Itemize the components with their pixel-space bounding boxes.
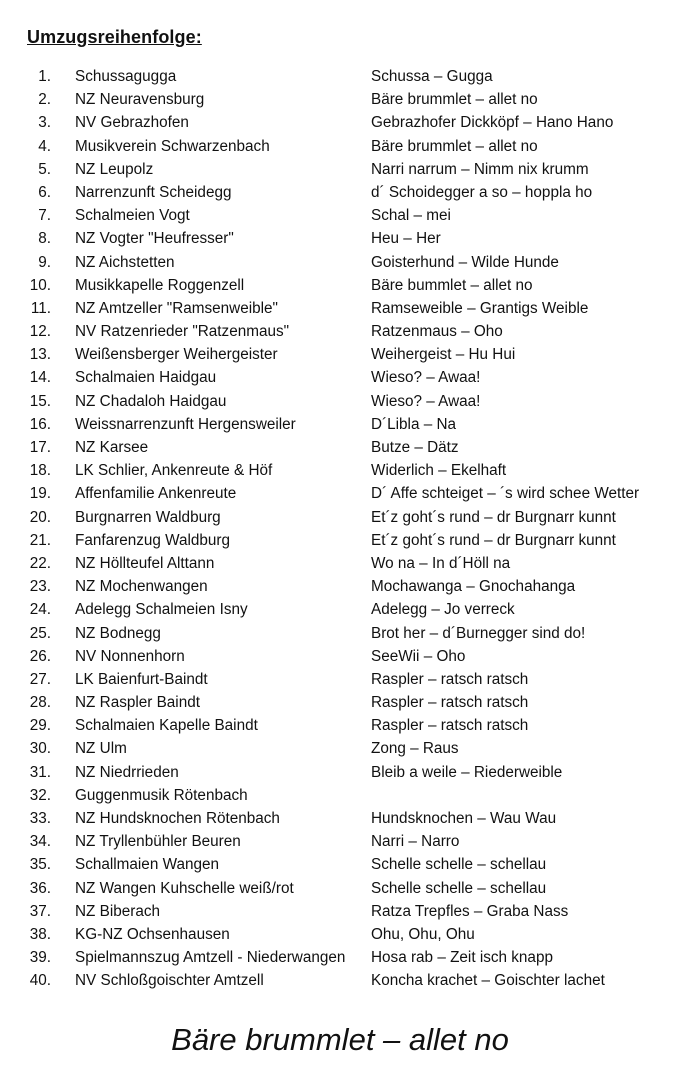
row-number: 10. [29,276,51,294]
row-number: 2. [38,91,51,109]
group-motto: Mochawanga – Gnochahanga [371,578,576,596]
list-item [0,413,680,436]
footer-motto: Bäre brummlet – allet no [171,1022,509,1057]
row-number: 29. [29,717,51,735]
group-motto: Schelle schelle – schellau [371,856,547,874]
row-number: 26. [29,647,51,665]
group-motto: Bleib a weile – Riederweible [371,763,563,781]
group-name: Weißensberger Weihergeister [75,346,278,364]
list-item [0,622,680,645]
list-item [0,552,680,575]
group-name: NZ Niedrrieden [75,763,179,781]
list-item [0,691,680,714]
row-number: 30. [29,740,51,758]
row-number: 35. [29,856,51,874]
list-item [0,297,680,320]
group-name: Spielmannszug Amtzell - Niederwangen [75,949,346,967]
group-motto: Raspler – ratsch ratsch [371,694,529,712]
group-motto: Schal – mei [371,207,451,225]
group-name: Schalmeien Vogt [75,207,190,225]
list-item [0,251,680,274]
group-motto: Schussa – Gugga [371,68,493,85]
group-name: NZ Biberach [75,902,161,920]
group-motto: Koncha krachet – Goischter lachet [371,972,605,990]
group-name: NZ Mochenwangen [75,578,208,596]
list-item [0,598,680,621]
row-number: 18. [29,462,51,480]
group-name: NV Gebrazhofen [75,114,189,132]
group-motto: d´ Schoidegger a so – hoppla ho [371,183,593,201]
row-number: 33. [29,810,51,827]
row-number: 31. [29,763,51,781]
group-name: Narrenzunft Scheidegg [75,183,232,201]
row-number: 15. [29,392,51,410]
group-motto: Butze – Dätz [371,439,459,456]
list-item [0,714,680,737]
list-item [0,668,680,691]
group-name: NZ Raspler Baindt [75,694,200,712]
list-item [0,737,680,760]
list-item [0,482,680,505]
row-number: 9. [38,253,51,271]
group-name: KG-NZ Ochsenhausen [75,925,230,943]
group-motto: D´Libla – Na [371,415,457,433]
group-motto: SeeWii – Oho [371,647,466,665]
list-item [0,135,680,158]
row-number: 39. [29,949,51,967]
row-number: 17. [29,439,51,456]
row-number: 6. [38,183,51,201]
row-number: 14. [29,369,51,387]
list-item [0,227,680,250]
group-motto: Et´z goht´s rund – dr Burgnarr kunnt [371,531,616,549]
group-motto: Schelle schelle – schellau [371,879,547,897]
group-motto: D´ Affe schteiget – ´s wird schee Wetter [371,485,640,503]
row-number: 5. [38,160,51,178]
list-item [0,830,680,853]
list-item [0,529,680,552]
list-item [0,761,680,784]
group-motto: Weihergeist – Hu Hui [371,346,516,364]
row-number: 7. [38,207,51,225]
row-number: 8. [38,230,51,248]
row-number: 21. [29,531,51,549]
group-name: Weissnarrenzunft Hergensweiler [75,415,296,433]
group-name: NZ Vogter "Heufresser" [75,230,234,248]
list-item [0,343,680,366]
group-motto: Ohu, Ohu, Ohu [371,925,475,943]
group-name: Burgnarren Waldburg [75,508,221,526]
list-item [0,900,680,923]
row-number: 20. [29,508,51,526]
row-number: 16. [29,415,51,433]
group-motto: Et´z goht´s rund – dr Burgnarr kunnt [371,508,616,526]
group-motto: Wieso? – Awaa! [371,369,481,387]
group-name: Schalmaien Haidgau [75,369,217,387]
row-number: 12. [29,323,51,341]
row-number: 28. [29,694,51,712]
parade-order-list [0,65,680,993]
row-number: 22. [29,554,51,572]
group-name: NZ Ulm [75,740,127,758]
group-name: NZ Neuravensburg [75,91,205,109]
row-number: 11. [30,299,51,317]
group-name: Fanfarenzug Waldburg [75,531,231,549]
row-number: 3. [38,114,51,132]
list-item [0,969,680,992]
group-name: Schalmaien Kapelle Baindt [75,717,258,735]
list-item [0,436,680,459]
group-name: NZ Karsee [75,439,149,456]
group-name: LK Schlier, Ankenreute & Höf [75,462,273,480]
group-motto: Ratzenmaus – Oho [371,323,503,341]
group-motto: Bäre bummlet – allet no [371,276,533,294]
group-name: NV Ratzenrieder "Ratzenmaus" [75,323,290,341]
list-item [0,923,680,946]
list-item [0,645,680,668]
group-name: NZ Hundsknochen Rötenbach [75,810,280,827]
list-item [0,459,680,482]
row-number: 37. [29,902,51,920]
row-number: 25. [29,624,51,642]
row-number: 27. [29,670,51,688]
list-item [0,111,680,134]
group-motto: Zong – Raus [371,740,459,758]
group-name: Affenfamilie Ankenreute [75,485,237,503]
group-motto: Adelegg – Jo verreck [371,601,515,619]
list-item [0,946,680,969]
row-number: 23. [29,578,51,596]
list-item [0,877,680,900]
row-number: 4. [38,137,51,155]
group-name: NV Nonnenhorn [75,647,185,665]
group-motto: Bäre brummlet – allet no [371,137,538,155]
group-motto: Narri – Narro [371,833,460,851]
list-item [0,65,680,88]
row-number: 34. [29,833,51,851]
row-number: 13. [29,346,51,364]
list-item [0,366,680,389]
row-number: 24. [29,601,51,619]
group-motto: Wieso? – Awaa! [371,392,481,410]
group-motto: Goisterhund – Wilde Hunde [371,253,559,271]
list-item [0,274,680,297]
group-motto: Ratza Trepfles – Graba Nass [371,902,569,920]
group-name: NZ Leupolz [75,160,154,178]
group-motto: Wo na – In d´Höll na [371,554,511,572]
group-motto: Hosa rab – Zeit isch knapp [371,949,553,967]
group-motto: Widerlich – Ekelhaft [371,462,507,480]
row-number: 1. [38,68,51,85]
list-item [0,204,680,227]
list-item [0,506,680,529]
list-item [0,320,680,343]
group-name: Musikverein Schwarzenbach [75,137,270,155]
group-name: Musikkapelle Roggenzell [75,276,245,294]
row-number: 19. [29,485,51,503]
group-name: LK Baienfurt-Baindt [75,670,208,688]
page-title: Umzugsreihenfolge: [27,27,202,47]
row-number: 38. [29,925,51,943]
group-motto: Gebrazhofer Dickköpf – Hano Hano [371,114,614,132]
list-item [0,88,680,111]
group-name: Adelegg Schalmeien Isny [75,601,248,619]
group-name: NZ Bodnegg [75,624,161,642]
row-number: 36. [29,879,51,897]
group-name: Guggenmusik Rötenbach [75,786,248,804]
group-motto: Heu – Her [371,230,441,248]
row-number: 40. [29,972,51,990]
list-item [0,807,680,830]
group-name: NZ Aichstetten [75,253,175,271]
group-name: NV Schloßgoischter Amtzell [75,972,264,990]
group-name: NZ Höllteufel Alttann [75,554,215,572]
group-name: Schallmaien Wangen [75,856,219,874]
group-name: NZ Tryllenbühler Beuren [75,833,241,851]
group-motto: Hundsknochen – Wau Wau [371,810,557,827]
list-item [0,181,680,204]
group-motto: Ramseweible – Grantigs Weible [371,299,589,317]
group-motto: Bäre brummlet – allet no [371,91,538,109]
group-motto: Brot her – d´Burnegger sind do! [371,624,586,642]
row-number: 32. [29,786,51,804]
group-name: Schussagugga [75,68,177,85]
list-item [0,575,680,598]
group-motto: Raspler – ratsch ratsch [371,670,529,688]
list-item [0,784,680,807]
list-item [0,853,680,876]
list-item [0,390,680,413]
list-item [0,158,680,181]
group-motto: Raspler – ratsch ratsch [371,717,529,735]
group-motto: Narri narrum – Nimm nix krumm [371,160,589,178]
group-name: NZ Chadaloh Haidgau [75,392,227,410]
group-name: NZ Wangen Kuhschelle weiß/rot [75,879,294,897]
group-name: NZ Amtzeller "Ramsenweible" [75,299,278,317]
